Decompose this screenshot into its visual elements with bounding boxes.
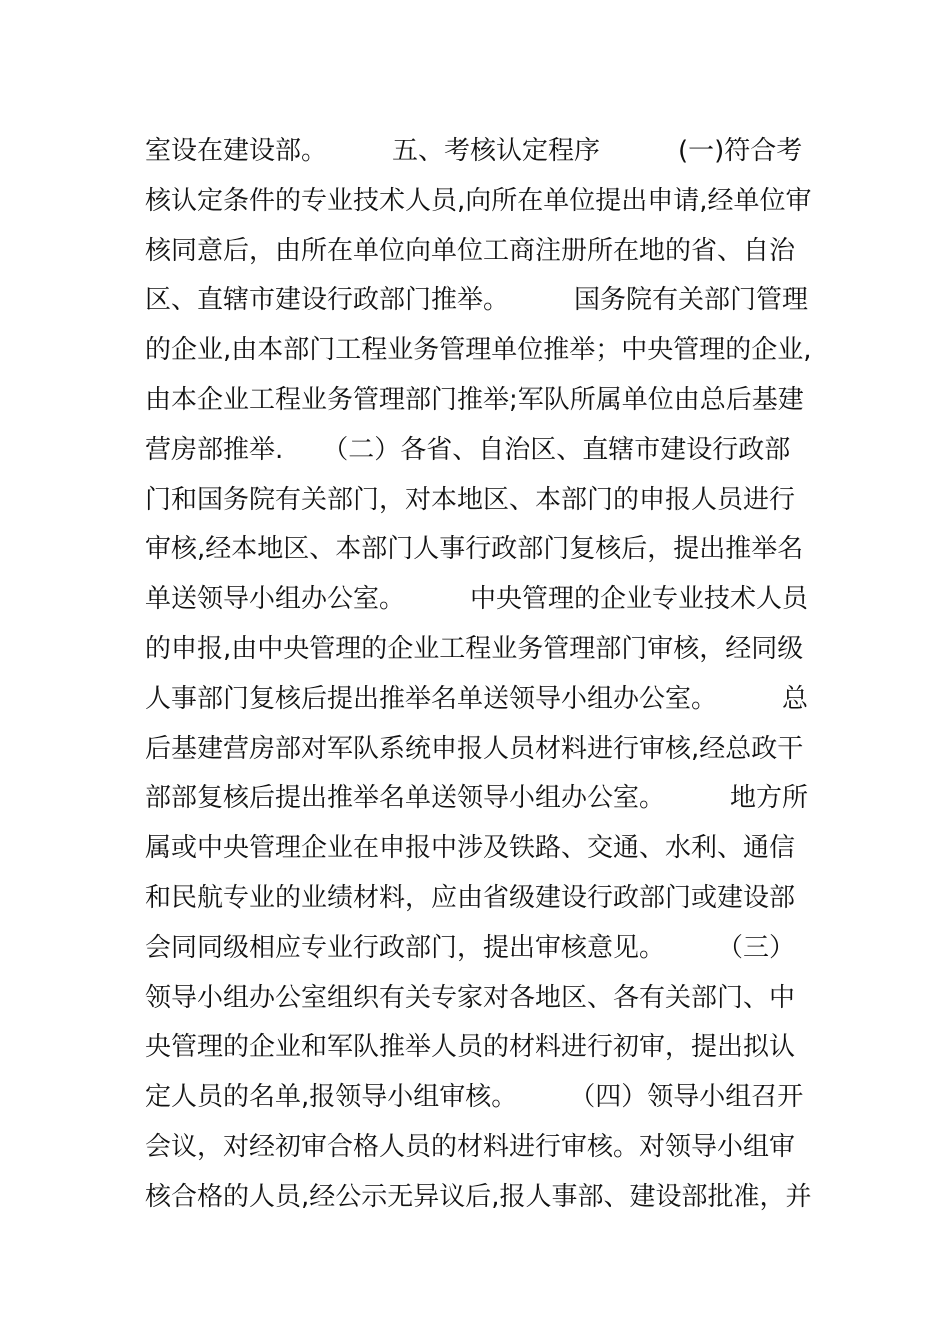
text-line: 属或中央管理企业在申报中涉及铁路、交通、水利、通信 — [145, 833, 796, 864]
text-line: 会议，对经初审合格人员的材料进行审核。对领导小组审 — [145, 1131, 796, 1162]
text-line: 会同同级相应专业行政部门，提出审核意见。 （三） — [145, 932, 796, 963]
text-line: 区、直辖市建设行政部门推举。 国务院有关部门管理 — [145, 285, 809, 316]
text-line: 营房部推举. （二）各省、自治区、直辖市建设行政部 — [145, 434, 791, 465]
text-line: 核同意后，由所在单位向单位工商注册所在地的省、自治 — [145, 235, 796, 266]
text-line: 领导小组办公室组织有关专家对各地区、各有关部门、中 — [145, 982, 796, 1013]
text-line: 单送领导小组办公室。 中央管理的企业专业技术人员 — [145, 584, 809, 615]
text-line: 人事部门复核后提出推举名单送领导小组办公室。 总 — [145, 683, 809, 714]
text-line: 的企业,由本部门工程业务管理单位推举；中央管理的企业, — [145, 335, 812, 366]
text-line: 由本企业工程业务管理部门推举;军队所属单位由总后基建 — [145, 384, 804, 415]
text-line: 核合格的人员,经公示无异议后,报人事部、建设部批准，并 — [145, 1181, 812, 1212]
body-text — [145, 127, 812, 1223]
text-line: 门和国务院有关部门，对本地区、本部门的申报人员进行 — [145, 484, 796, 515]
text-line: 和民航专业的业绩材料，应由省级建设行政部门或建设部 — [145, 882, 796, 913]
text-line: 央管理的企业和军队推举人员的材料进行初审，提出拟认 — [145, 1032, 796, 1063]
text-line: 室设在建设部。 五、考核认定程序 (一)符合考 — [145, 136, 803, 166]
text-line: 的申报,由中央管理的企业工程业务管理部门审核，经同级 — [145, 633, 804, 664]
text-line: 部部复核后提出推举名单送领导小组办公室。 地方所 — [145, 783, 809, 814]
text-line: 核认定条件的专业技术人员,向所在单位提出申请,经单位审 — [145, 185, 812, 216]
text-line: 审核,经本地区、本部门人事行政部门复核后，提出推举名 — [145, 534, 804, 565]
text-line: 定人员的名单,报领导小组审核。 （四）领导小组召开 — [145, 1082, 804, 1113]
text-line: 后基建营房部对军队系统申报人员材料进行审核,经总政干 — [145, 733, 804, 764]
